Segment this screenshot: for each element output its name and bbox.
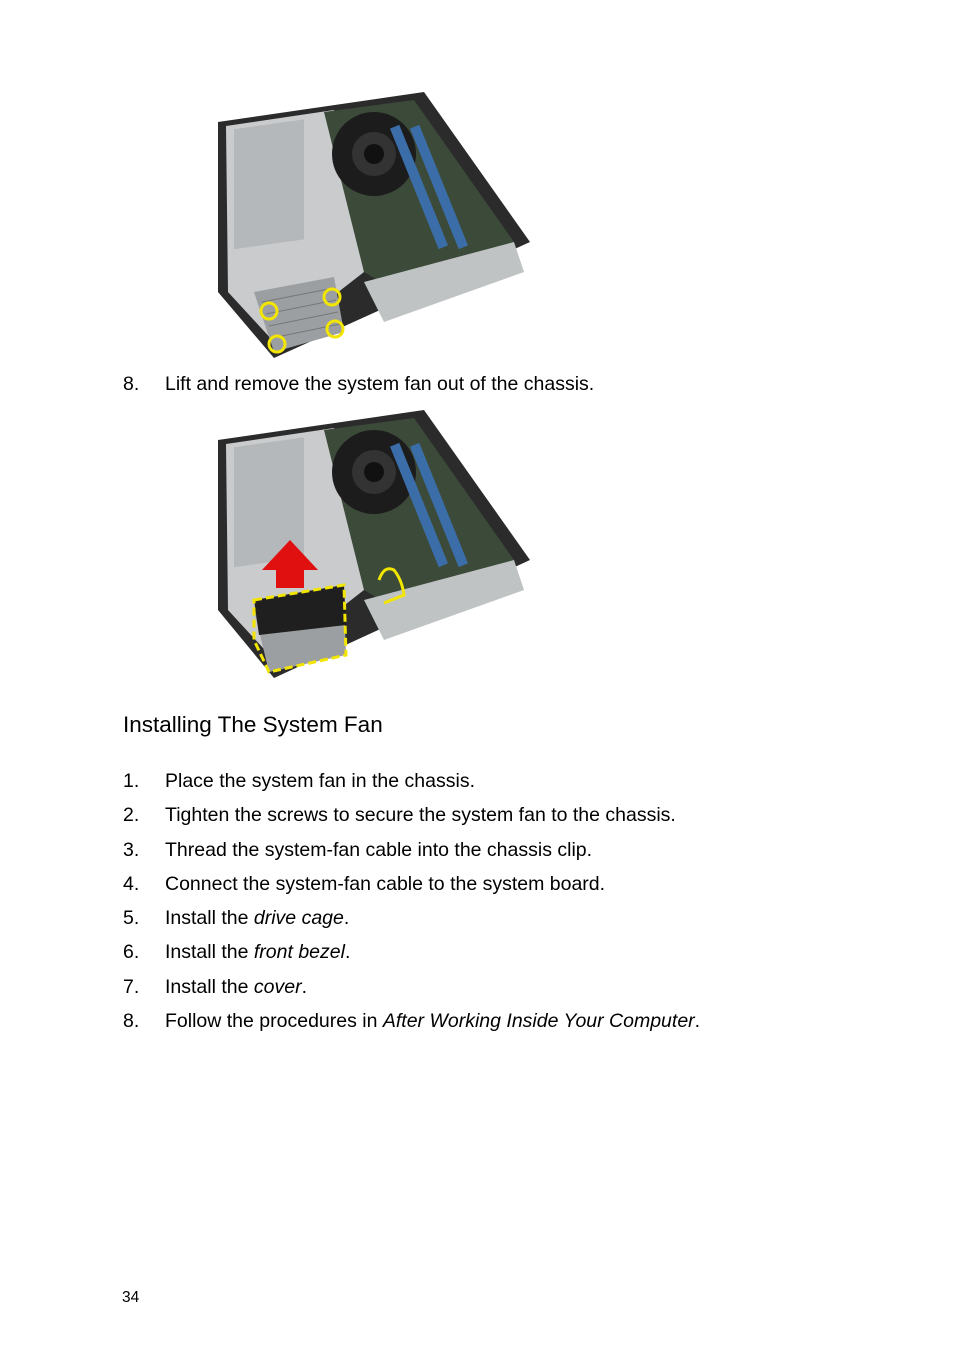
step-number: 5. <box>123 907 140 929</box>
cover-link[interactable]: cover <box>253 976 302 998</box>
step-text: Install the cover. <box>165 976 307 998</box>
step-number: 3. <box>123 839 140 861</box>
section-heading: Installing The System Fan <box>123 712 383 737</box>
step-text: Tighten the screws to secure the system fan to the chassis. <box>165 804 676 826</box>
step-number: 4. <box>123 873 140 895</box>
step-text: Thread the system-fan cable into the chassis clip. <box>165 839 593 861</box>
after-working-link[interactable]: After Working Inside Your Computer <box>382 1010 695 1032</box>
step-number: 1. <box>123 770 140 792</box>
step-number: 7. <box>123 976 140 998</box>
step-number: 6. <box>123 941 140 963</box>
step-number: 8. <box>123 373 140 395</box>
step-text: Place the system fan in the chassis. <box>165 770 475 792</box>
step-number: 2. <box>123 804 140 826</box>
step-text: Follow the procedures in After Working Inside Your Computer. <box>165 1010 701 1032</box>
step-text: Lift and remove the system fan out of the chassis. <box>165 373 595 395</box>
figure-fan-removal <box>214 410 530 678</box>
figure-fan-screws <box>214 92 530 358</box>
step-text: Install the front bezel. <box>165 941 351 963</box>
front-bezel-link[interactable]: front bezel <box>253 941 345 963</box>
step-text: Install the drive cage. <box>165 907 350 929</box>
step-text: Connect the system-fan cable to the system board. <box>165 873 606 895</box>
drive-cage-link[interactable]: drive cage <box>253 907 344 929</box>
page-number: 34 <box>122 1289 140 1306</box>
step-number: 8. <box>123 1010 140 1032</box>
